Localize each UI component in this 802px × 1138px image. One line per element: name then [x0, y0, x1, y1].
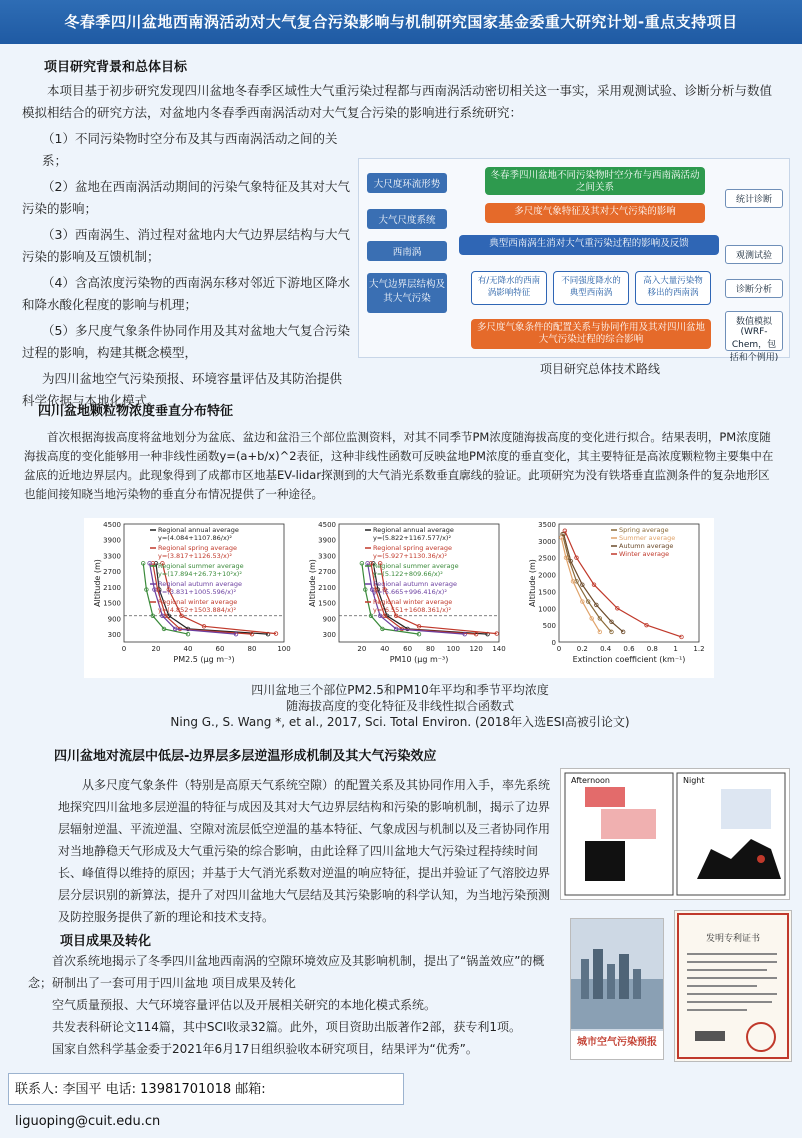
objective-item: （5）多尺度气象条件协同作用及其对盆地大气复合污染过程的影响，构建其概念模型，	[22, 323, 350, 360]
legend-label: Regional spring average	[373, 544, 453, 552]
x-tick-label: 0.2	[576, 645, 588, 653]
flow-side-box: 观测试验	[725, 245, 783, 264]
y-tick-label: 3300	[103, 552, 121, 561]
objective-item: （2）盆地在西南涡活动期间的污染气象特征及其对大气污染的影响；	[22, 179, 350, 216]
flow-box-mid1: 多尺度气象特征及其对大气污染的影响	[485, 203, 705, 223]
x-tick-label: 80	[247, 645, 257, 653]
results-line: 空气质量预报、大气环境容量评估以及开展相关研究的本地化模式系统。	[52, 998, 437, 1012]
contact-info: 联系人: 李国平 电话: 13981701018 邮箱: liguoping@cuit.edu.cn	[8, 1073, 404, 1105]
x-tick-label: 140	[492, 645, 506, 653]
y-tick-label: 1500	[538, 588, 556, 597]
y-tick-label: 1500	[103, 599, 121, 608]
pm-vertical-paragraph	[24, 428, 780, 504]
inset-label: Night	[683, 776, 705, 785]
flow-box-mid2: 典型西南涡生消对大气重污染过程的影响及反馈	[459, 235, 719, 255]
flow-side-box: 诊断分析	[725, 279, 783, 298]
y-tick-label: 2700	[318, 568, 336, 577]
certificate-title: 发明专利证书	[705, 934, 761, 944]
objective-item: （4）含高浓度污染物的西南涡东移对邻近下游地区降水和降水酸化程度的影响与机理；	[22, 275, 350, 312]
y-tick-label: 3500	[538, 521, 556, 529]
y-tick-label: 900	[107, 615, 121, 624]
legend-label: Autumn average	[619, 542, 674, 550]
legend-formula: y=(4.852+1503.884/x)²	[158, 606, 237, 614]
x-axis-label: PM10 (μg m⁻³)	[389, 655, 449, 664]
legend-label: Regional winter average	[158, 598, 238, 606]
legend-label: Regional spring average	[158, 544, 238, 552]
x-tick-label: 0.4	[600, 645, 612, 653]
flow-box-top: 冬春季四川盆地不同污染物时空分布与西南涡活动之间关系	[485, 167, 705, 195]
x-tick-label: 40	[183, 645, 193, 653]
x-tick-label: 100	[446, 645, 460, 653]
x-tick-label: 0	[121, 645, 127, 653]
y-tick-label: 2500	[538, 554, 556, 563]
x-tick-label: 60	[403, 645, 413, 653]
results-line: 共发表科研论文114篇，其中SCI收录32篇。此外，项目资助出版著作2部，获专利1项。	[52, 1020, 521, 1034]
flow-sub-box: 不同强度降水的典型西南涡	[553, 271, 629, 305]
x-tick-label: 0.6	[623, 645, 635, 653]
x-tick-label: 0	[556, 645, 562, 653]
legend-formula: y=(5.822+1167.577/x)²	[373, 534, 452, 542]
flow-box-bottom: 多尺度气象条件的配置关系与协同作用及其对四川盆地大气污染过程的综合影响	[471, 319, 711, 349]
flow-sub-box: 有/无降水的西南涡影响特征	[471, 271, 547, 305]
legend-formula: y=(17.894+26.73+10²x)²	[158, 570, 242, 578]
x-tick-label: 80	[425, 645, 435, 653]
pm-vertical-text: 首次根据海拔高度将盆地划分为盆底、盆边和盆沿三个部位监测资料，对其不同季节PM浓度随海拔高度的变化进行拟合。结果表明，PM浓度随海拔高度的变化能够用一种非线性函数y=(a+b/x)^2表征，这种非线性函数可反映盆地PM浓度的垂直变化，其主要特征是高浓度颗粒物主要集中在盆底的近地边界层内。此现象得到了成都市区地基EV-lidar探测到的大气消光系数垂直廓线的验证。此项研究为没有铁塔垂直监测条件的复杂地形区也能间接知晓当地污染物的垂直分布情况提供了一种途径。	[24, 430, 774, 501]
inversion-figure	[560, 768, 790, 900]
objective-item: （3）西南涡生、消过程对盆地内大气边界层结构与大气污染的影响及互馈机制；	[22, 227, 350, 264]
flow-side-box: 数值模拟 (WRF-Chem，包括和个例用)	[725, 311, 783, 351]
pm-charts-svg	[84, 518, 714, 678]
book-cover-image	[570, 918, 664, 1060]
legend-label: Regional autumn average	[158, 580, 243, 588]
legend-label: Spring average	[619, 526, 669, 534]
y-tick-label: 2700	[103, 568, 121, 577]
section-title-pm-vertical: 四川盆地颗粒物浓度垂直分布特征	[38, 404, 234, 419]
book-cover-svg	[571, 919, 663, 1059]
y-tick-label: 3300	[318, 552, 336, 561]
intro-text: 本项目基于初步研究发现四川盆地冬春季区域性大气重污染过程都与西南涡活动密切相关这一事实，采用观测试验、诊断分析与数值模拟相结合的研究方法，对盆地内冬春季西南涡活动对大气复合污染的影响进行系统研究：	[22, 83, 773, 120]
page-title: 冬春季四川盆地西南涡活动对大气复合污染影响与机制研究国家基金委重大研究计划-重点支持项目	[0, 0, 802, 44]
legend-formula: y=(5.665+996.416/x)²	[373, 588, 447, 596]
legend-formula: y=(5.122+809.66/x)²	[373, 570, 443, 578]
results-paragraph	[28, 950, 548, 1060]
flow-sub-box: 高入大量污染物移出的西南涡	[635, 271, 711, 305]
y-tick-label: 900	[322, 615, 336, 624]
y-tick-label: 3900	[318, 536, 336, 545]
legend-label: Summer average	[619, 534, 676, 542]
x-tick-label: 100	[277, 645, 291, 653]
y-axis-label: Altitude (m)	[528, 559, 537, 607]
legend-label: Regional summer average	[373, 562, 459, 570]
legend-label: Regional annual average	[373, 526, 454, 534]
pm-charts-panel	[84, 518, 714, 678]
flow-left-box: 大气边界层结构及其大气污染	[367, 273, 447, 313]
legend-label: Winter average	[619, 550, 670, 558]
y-tick-label: 1500	[318, 599, 336, 608]
flow-caption: 项目研究总体技术路线	[539, 362, 660, 376]
patent-certificate-image	[674, 910, 792, 1062]
y-tick-label: 300	[322, 631, 336, 640]
legend-label: Regional autumn average	[373, 580, 458, 588]
x-axis-label: Extinction coefficient (km⁻¹)	[572, 655, 686, 664]
section-title-background: 项目研究背景和总体目标	[44, 60, 188, 75]
x-tick-label: 20	[357, 645, 367, 653]
x-tick-label: 1	[673, 645, 678, 653]
y-tick-label: 4500	[318, 521, 336, 529]
flow-left-box: 西南涡	[367, 241, 447, 261]
objective-item: （1）不同污染物时空分布及其与西南涡活动之间的关系；	[42, 131, 338, 168]
flow-left-box: 大尺度环流形势	[367, 173, 447, 193]
legend-formula: y=(6.551+1608.361/x)²	[373, 606, 452, 614]
flow-left-box: 大气尺度系统	[367, 209, 447, 229]
objective-closing: 为四川盆地空气污染预报、环境容量评估及其防治提供科学依据与本地化模式。	[22, 371, 343, 408]
x-tick-label: 60	[215, 645, 225, 653]
intro-paragraph	[22, 80, 784, 124]
technical-roadmap-diagram	[358, 158, 790, 363]
y-tick-label: 500	[542, 622, 556, 631]
results-line: 首次系统地揭示了冬季四川盆地西南涡的空隙环境效应及其影响机制，提出了“锅盖效应”的概念；研制出了一套可用于四川盆地 项目成果及转化	[28, 954, 545, 990]
y-tick-label: 4500	[103, 521, 121, 529]
flow-side-box: 统计诊断	[725, 189, 783, 208]
chart-caption-line: Ning G., S. Wang *, et al., 2017, Sci. Total Environ. (2018年入选ESI高被引论文)	[170, 715, 630, 729]
inversion-paragraph	[58, 774, 550, 928]
inversion-text: 从多尺度气象条件（特别是高原天气系统空隙）的配置关系及其协同作用入手，率先系统地探究四川盆地多层逆温的特征与成因及其对大气边界层结构和污染的影响机制，揭示了边界层辐射逆温、平流逆温、空隙对流层低空逆温的基本特征、气象成因与机制以及三者协同作用对当地静稳天气形成及大气重污染的综合影响，由此诠释了四川盆地大气污染过程持续时间长、峰值得以维持的原因；并基于大气消光系数对逆温的响应特征，提出并验证了气溶胶边界层分层识别的新算法，提升了对四川盆地大气层结及其污染影响的科学认知，为当地污染预测及防控服务提供了新的理论和技术支持。	[58, 778, 551, 924]
results-line: 国家自然科学基金委于2021年6月17日组织验收本研究项目，结果评为“优秀”。	[52, 1042, 478, 1056]
y-tick-label: 0	[551, 639, 556, 647]
legend-label: Regional summer average	[158, 562, 244, 570]
y-tick-label: 2000	[538, 571, 556, 580]
x-tick-label: 120	[469, 645, 483, 653]
chart-caption	[160, 682, 640, 730]
inversion-figure-svg	[561, 769, 789, 899]
section-title-inversion: 四川盆地对流层中低层-边界层多层逆温形成机制及其大气污染效应	[54, 749, 437, 764]
x-tick-label: 20	[151, 645, 161, 653]
legend-formula: y=(3.817+1126.53/x)²	[158, 552, 232, 560]
y-tick-label: 1000	[538, 605, 556, 614]
y-tick-label: 3900	[103, 536, 121, 545]
x-tick-label: 40	[380, 645, 390, 653]
y-tick-label: 300	[107, 631, 121, 640]
x-tick-label: 1.2	[693, 645, 705, 653]
section-title-results: 项目成果及转化	[60, 934, 152, 949]
legend-label: Regional annual average	[158, 526, 239, 534]
legend-label: Regional winter average	[373, 598, 453, 606]
y-axis-label: Altitude (m)	[93, 559, 102, 607]
objectives-list	[22, 128, 352, 412]
legend-formula: y=(5.927+1130.36/x)²	[373, 552, 447, 560]
legend-formula: y=(3.831+1005.596/x)²	[158, 588, 237, 596]
chart-caption-line: 四川盆地三个部位PM2.5和PM10年平均和季节平均浓度	[251, 683, 549, 697]
chart-caption-line: 随海拔高度的变化特征及非线性拟合函数式	[285, 699, 514, 713]
y-tick-label: 2100	[318, 583, 336, 592]
legend-formula: y=(4.084+1107.86/x)²	[158, 534, 232, 542]
y-axis-label: Altitude (m)	[308, 559, 317, 607]
x-tick-label: 0.8	[646, 645, 658, 653]
x-axis-label: PM2.5 (μg m⁻³)	[173, 655, 235, 664]
patent-certificate-svg	[675, 911, 791, 1061]
inset-label: Afternoon	[571, 776, 610, 785]
y-tick-label: 2100	[103, 583, 121, 592]
y-tick-label: 3000	[538, 537, 556, 546]
book-title: 城市空气污染预报	[577, 1037, 657, 1048]
